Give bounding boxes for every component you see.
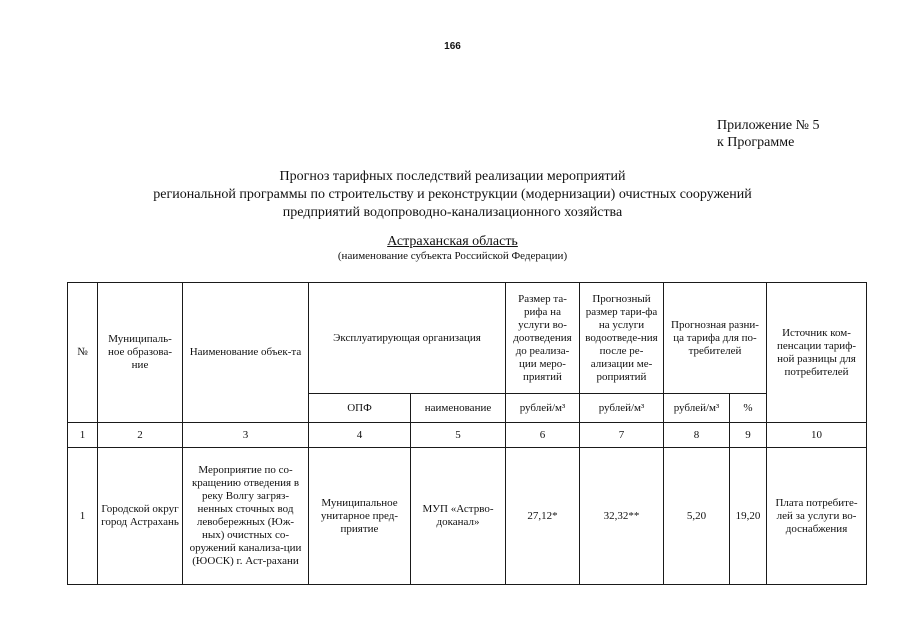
column-number: 9 xyxy=(730,423,767,448)
column-number: 8 xyxy=(664,423,730,448)
header-unit-diff: рублей/м³ xyxy=(664,394,730,423)
header-compensation: Источник ком-пенсации тариф-ной разницы для потребителей xyxy=(767,283,867,423)
row-tariff-after: 32,32** xyxy=(580,448,664,585)
appendix-line-1: Приложение № 5 xyxy=(717,118,820,133)
header-unit-before: рублей/м³ xyxy=(506,394,580,423)
header-tariff-before: Размер та-рифа на услуги во-доотведения до реализа-ции меро-приятий xyxy=(506,283,580,394)
header-object: Наименование объек-та xyxy=(183,283,309,423)
header-tariff-diff: Прогнозная разни-ца тарифа для по-требителей xyxy=(664,283,767,394)
header-municipality: Муниципаль-ное образова-ние xyxy=(98,283,183,423)
document-title xyxy=(0,168,905,222)
title-line-2: региональной программы по строительству и реконструкции (модернизации) очистных сооружений xyxy=(153,187,752,202)
region-note: (наименование субъекта Российской Федерации) xyxy=(337,250,568,262)
row-object: Мероприятие по со-кращению отведения в реку Волгу загряз-ненных сточных вод левобережных (Юж-ных) очистных со-оружений канализа-ции (ЮОСК) г. Аст-рахани xyxy=(183,448,309,585)
row-org-name: МУП «Астрво-доканал» xyxy=(411,448,506,585)
header-percent: % xyxy=(730,394,767,423)
column-number-row xyxy=(68,423,867,448)
title-line-1: Прогноз тарифных последствий реализации мероприятий xyxy=(279,169,626,184)
row-municipality: Городской округ город Астрахань xyxy=(98,448,183,585)
row-tariff-before: 27,12* xyxy=(506,448,580,585)
row-num: 1 xyxy=(68,448,98,585)
header-unit-after: рублей/м³ xyxy=(580,394,664,423)
table-header-row xyxy=(68,283,867,394)
row-diff-rub: 5,20 xyxy=(664,448,730,585)
column-number: 5 xyxy=(411,423,506,448)
table-row xyxy=(68,448,867,585)
appendix-caption xyxy=(717,117,820,151)
page-number: 166 xyxy=(444,41,461,52)
column-number: 7 xyxy=(580,423,664,448)
header-operator: Эксплуатирующая организация xyxy=(309,283,506,394)
row-diff-percent: 19,20 xyxy=(730,448,767,585)
column-number: 3 xyxy=(183,423,309,448)
column-number: 10 xyxy=(767,423,867,448)
title-line-3: предприятий водопроводно-канализационного хозяйства xyxy=(282,205,623,220)
row-opf: Муниципальное унитарное пред-приятие xyxy=(309,448,411,585)
column-number: 1 xyxy=(68,423,98,448)
header-opf: ОПФ xyxy=(309,394,411,423)
column-number: 2 xyxy=(98,423,183,448)
header-num: № xyxy=(68,283,98,423)
region-name: Астраханская область xyxy=(387,234,518,249)
column-number: 4 xyxy=(309,423,411,448)
row-compensation: Плата потребите-лей за услуги во-доснабжения xyxy=(767,448,867,585)
region-block xyxy=(0,234,905,263)
column-number: 6 xyxy=(506,423,580,448)
header-tariff-after: Прогнозный размер тари-фа на услуги водоотведе-ния после ре-ализации ме-роприятий xyxy=(580,283,664,394)
appendix-line-2: к Программе xyxy=(717,135,795,150)
tariff-table xyxy=(67,282,867,585)
header-org-name: наименование xyxy=(411,394,506,423)
